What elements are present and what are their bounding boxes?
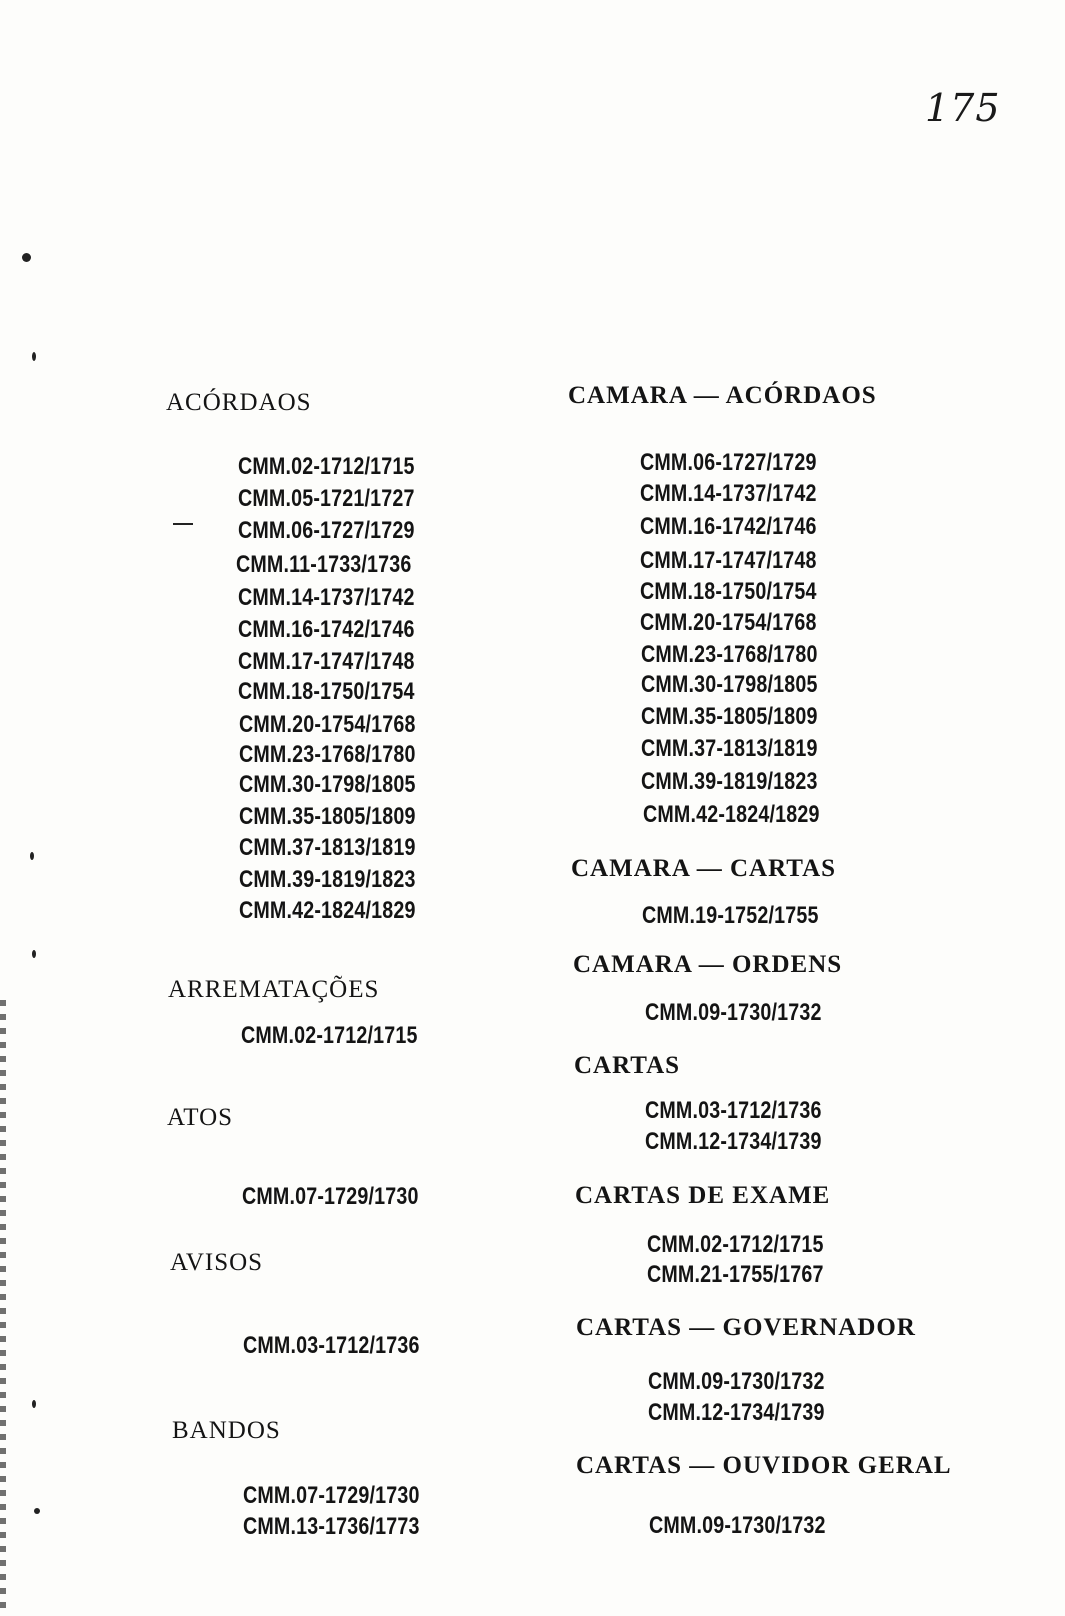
margin-speck [32,352,36,361]
code-entry: CMM.14-1737/1742 [238,584,415,611]
section-heading-cartas-de-exame: CARTAS DE EXAME [575,1182,831,1209]
code-entry: CMM.13-1736/1773 [243,1513,420,1540]
margin-dash [173,523,193,525]
margin-speck [22,253,31,262]
code-entry: CMM.16-1742/1746 [238,616,415,643]
margin-speck [32,950,36,958]
binding-edge [0,1000,6,1616]
section-heading-atos: ATOS [167,1104,234,1131]
code-entry: CMM.39-1819/1823 [641,768,818,795]
margin-speck [30,852,34,860]
code-entry: CMM.18-1750/1754 [640,578,817,605]
code-entry: CMM.20-1754/1768 [640,609,817,636]
code-entry: CMM.39-1819/1823 [239,866,416,893]
code-entry: CMM.37-1813/1819 [239,834,416,861]
code-entry: CMM.14-1737/1742 [640,480,817,507]
code-entry: CMM.30-1798/1805 [239,771,416,798]
section-heading-bandos: BANDOS [172,1417,281,1444]
code-entry: CMM.23-1768/1780 [641,641,818,668]
code-entry: CMM.17-1747/1748 [238,648,415,675]
section-heading-cartas-ouvidor-geral: CARTAS — OUVIDOR GERAL [576,1452,952,1479]
section-heading-arrematacoes: ARREMATAÇÕES [168,976,380,1003]
section-heading-cartas: CARTAS [574,1052,681,1079]
code-entry: CMM.35-1805/1809 [239,803,416,830]
section-heading-cartas-governador: CARTAS — GOVERNADOR [576,1314,916,1341]
code-entry: CMM.12-1734/1739 [648,1399,825,1426]
code-entry: CMM.12-1734/1739 [645,1128,822,1155]
code-entry: CMM.37-1813/1819 [641,735,818,762]
margin-speck [34,1508,40,1514]
code-entry: CMM.16-1742/1746 [640,513,817,540]
code-entry: CMM.03-1712/1736 [645,1097,822,1124]
code-entry: CMM.09-1730/1732 [645,999,822,1026]
code-entry: CMM.17-1747/1748 [640,547,817,574]
section-heading-acordaos: ACÓRDAOS [166,389,312,416]
page-number: 175 [925,86,1001,130]
section-heading-avisos: AVISOS [170,1249,264,1276]
section-heading-camara-cartas: CAMARA — CARTAS [571,855,837,882]
code-entry: CMM.07-1729/1730 [242,1183,419,1210]
margin-speck [32,1400,36,1408]
code-entry: CMM.42-1824/1829 [239,897,416,924]
code-entry: CMM.05-1721/1727 [238,485,415,512]
code-entry: CMM.02-1712/1715 [238,453,415,480]
code-entry: CMM.03-1712/1736 [243,1332,420,1359]
code-entry: CMM.11-1733/1736 [236,551,412,578]
code-entry: CMM.02-1712/1715 [241,1022,418,1049]
code-entry: CMM.06-1727/1729 [640,449,817,476]
code-entry: CMM.21-1755/1767 [647,1261,824,1288]
code-entry: CMM.18-1750/1754 [238,678,415,705]
code-entry: CMM.30-1798/1805 [641,671,818,698]
code-entry: CMM.19-1752/1755 [642,902,819,929]
code-entry: CMM.23-1768/1780 [239,741,416,768]
code-entry: CMM.02-1712/1715 [647,1231,824,1258]
code-entry: CMM.42-1824/1829 [643,801,820,828]
code-entry: CMM.07-1729/1730 [243,1482,420,1509]
code-entry: CMM.09-1730/1732 [648,1368,825,1395]
code-entry: CMM.06-1727/1729 [238,517,415,544]
code-entry: CMM.09-1730/1732 [649,1512,826,1539]
code-entry: CMM.20-1754/1768 [239,711,416,738]
code-entry: CMM.35-1805/1809 [641,703,818,730]
section-heading-camara-ordens: CAMARA — ORDENS [573,951,843,978]
section-heading-camara-acordaos: CAMARA — ACÓRDAOS [568,382,877,409]
